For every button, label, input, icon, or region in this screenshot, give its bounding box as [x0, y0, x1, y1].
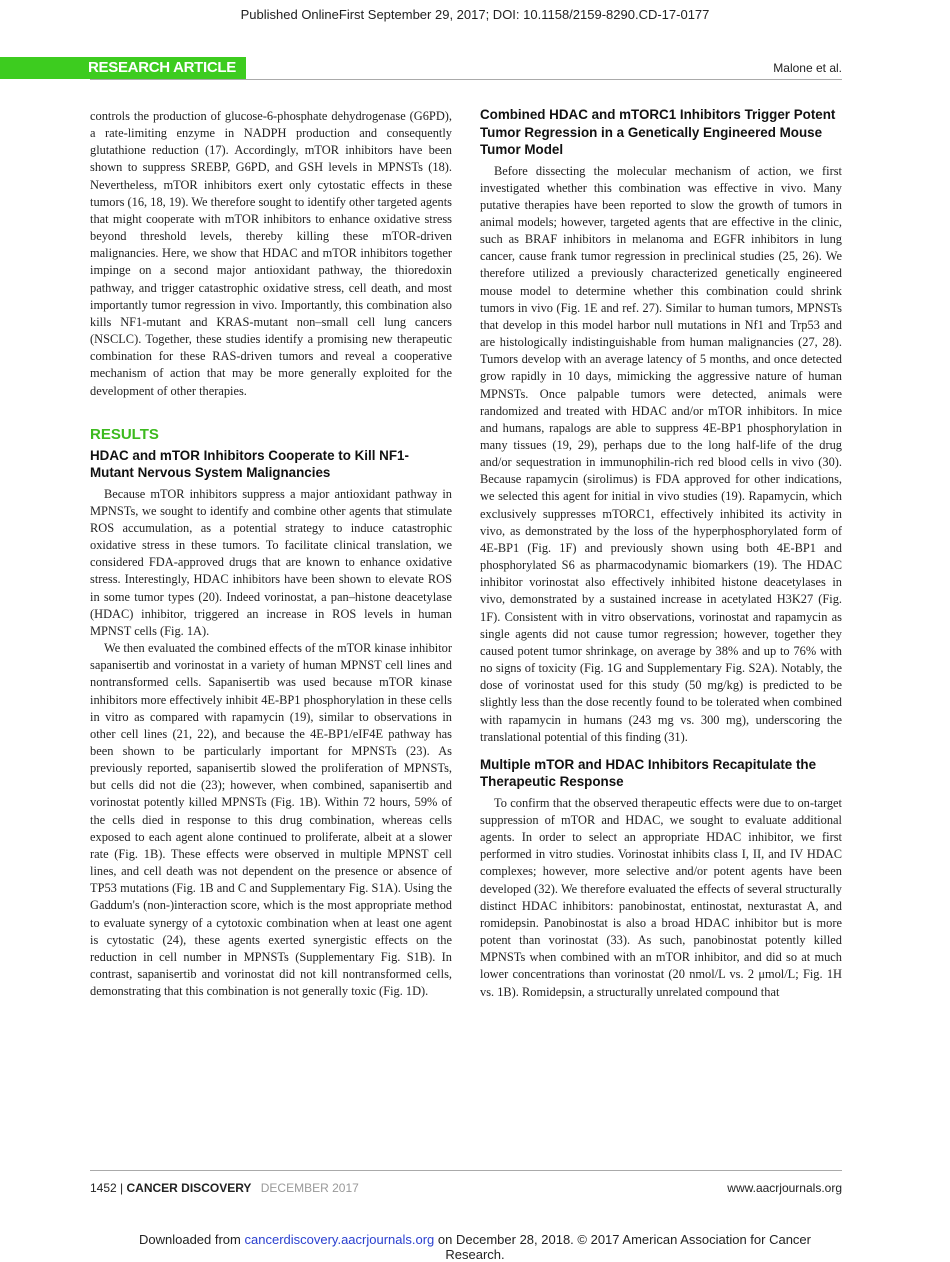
section-heading: RESULTS	[90, 425, 159, 443]
paragraph: To confirm that the observed therapeutic effects were due to on-target suppression of mTOR and HDAC, we sought to evaluate additional agents. In order to select an appropriate HDAC inhibitor, we first performed in vitro studies. Vorinostat inhibits class I, II, and IV HDAC complexes; however, more selective and/or potent agents have been developed (32). We therefore evaluated the effects of several structurally distinct HDAC inhibitors: panobinostat, entinostat, nexturastat A, and romidepsin. Panobinostat is also a broad HDAC inhibitor but is more potent than vorinostat (33). As such, panobinostat potently killed MPNSTs when combined with an mTOR inhibitor, and did so at much lower concentrations than vorinostat (20 nmol/L vs. 2 μmol/L; Fig. 1H vs. 1B). Romidepsin, a structurally unrelated compound that	[480, 795, 842, 999]
right-column	[480, 106, 842, 1001]
issue-date: DECEMBER 2017	[260, 1181, 359, 1195]
paragraph: We then evaluated the combined effects of the mTOR kinase inhibitor sapanisertib and vorinostat in a variety of human MPNST cell lines and nontransformed cells. Sapanisertib was used because mTOR kinase inhibitors more effectively inhibit 4E-BP1 phosphorylation in these cells in vitro as compared with rapamycin (19), similar to observations in other cell lines (21, 22), and because the 4E-BP1/eIF4E pathway has been shown to be particularly important for MPNSTs (23). As previously reported, sapanisertib slowed the proliferation of MPNSTs, but cells did not die (23); however, when combined, sapanisertib and vorinostat potently killed MPNSTs (Fig. 1B). Within 72 hours, 59% of the cells died in response to this drug combination, whereas cells exposed to each agent alone continued to proliferate, albeit at a slower rate (Fig. 1B). These effects were observed in multiple MPNST cell lines, and cell death was not dependent on the presence or absence of TP53 mutations (Fig. 1B and C and Supplementary Fig. S1A). Using the Gaddum's (non-)interaction score, which is the most appropriate method to evaluate synergy of a cytotoxic combination when at least one agent is cytostatic (24), these agents exerted synergistic effects on the reduction in cell number in MPNSTs (Supplementary Fig. S1B). In contrast, sapanisertib and vorinostat did not kill nontransformed cells, demonstrating that this combination is not generally toxic (Fig. 1D).	[90, 641, 452, 999]
download-suffix: on December 28, 2018. © 2017 American Association for Cancer Research.	[437, 1232, 811, 1262]
header-rule	[90, 79, 842, 80]
section-band	[0, 57, 246, 79]
running-authors: Malone et al.	[773, 61, 842, 75]
subsection-heading: Combined HDAC and mTORC1 Inhibitors Trigger Potent Tumor Regression in a Genetically Engineered Mouse Tumor Model	[480, 107, 836, 157]
footer-separator: |	[120, 1181, 124, 1195]
paragraph: Before dissecting the molecular mechanism of action, we first investigated whether this combination was effective in vivo. Many putative therapies have been reported to slow the growth of tumors in animal models; however, targeted agents that are effective in the clinic, such as BRAF inhibitors in melanoma and EGFR inhibitors in lung cancer, cause frank tumor regression in preclinical studies (25, 26). We therefore utilized a previously characterized genetically engineered mouse model to determine whether this combination could shrink tumors in vivo (Fig. 1E and ref. 27). Similar to human tumors, MPNSTs that develop in this model harbor null mutations in Nf1 and Trp53 and are histologically indistinguishable from human malignancies (27, 28). Tumors develop with an average latency of 5 months, and once detected grow rapidly in 10 days, mimicking the aggressive nature of human MPNSTs. Once palpable tumors were detected, animals were randomized and treated with HDAC and/or mTOR inhibitors. In mice and humans, rapalogs are able to suppress 4E-BP1 phosphorylation in many tissues (19, 29), perhaps due to the long half-life of the drug and/or sequestration in immunophilin-rich red blood cells in vivo (30). Because rapamycin (sirolimus) is FDA approved for other indications, we selected this agent for initial in vivo studies (19). Rapamycin, which exclusively suppresses mTORC1, effectively inhibited its activity in vivo, as demonstrated by the loss of the hyperphosphorylated form of 4E-BP1 (Fig. 1F) and previously shown using both 4E-BP1 and phosphorylated S6 as pharmacodynamic biomarkers (19). The HDAC inhibitor vorinostat also effectively inhibited histone deacetylases in vivo, demonstrated by a sustained increase in acetylated H3K27 (Fig. 1F). Consistent with in vitro observations, vorinostat and rapamycin as single agents did not cause tumor regression; however, together they caused potent tumor shrinkage, on average by 38% and up to 76% with no signs of toxicity (Fig. 1G and Supplementary Fig. S2A). Notably, the dose of vorinostat used for this study (50 mg/kg) is predicted to be slightly less than the dose recently found to be tolerated when combined with rapamycin in humans (243 mg vs. 300 mg), underscoring the translational potential of this finding (31).	[480, 163, 842, 744]
page-number: 1452	[90, 1181, 117, 1195]
left-column	[90, 108, 452, 1000]
paragraph: Because mTOR inhibitors suppress a major antioxidant pathway in MPNSTs, we sought to identify and combine other agents that stimulate ROS accumulation, as a potential strategy to induce catastrophic oxidative stress in these tumors. To facilitate clinical translation, we considered FDA-approved drugs that are known to enhance oxidative stress. Interestingly, HDAC inhibitors have been shown to elevate ROS in some tumor types (20). Indeed vorinostat, a pan–histone deacetylase (HDAC) inhibitor, triggered an increase in ROS levels in human MPNST cells (Fig. 1A).	[90, 486, 452, 638]
subsection-heading: Multiple mTOR and HDAC Inhibitors Recapitulate the Therapeutic Response	[480, 756, 817, 790]
footer-left	[90, 1181, 359, 1195]
download-link[interactable]: cancerdiscovery.aacrjournals.org	[244, 1232, 435, 1247]
download-prefix: Downloaded from	[138, 1232, 241, 1247]
subsection-heading: HDAC and mTOR Inhibitors Cooperate to Kill NF1-Mutant Nervous System Malignancies	[90, 447, 409, 481]
published-line: Published OnlineFirst September 29, 2017; DOI: 10.1158/2159-8290.CD-17-0177	[240, 7, 710, 22]
paragraph: controls the production of glucose-6-phosphate dehydrogenase (G6PD), a rate-limiting enzyme in NADPH production and consequently glutathione reduction (17). Accordingly, mTOR inhibitors have been shown to suppress SREBP, G6PD, and GSH levels in MPNSTs (18). Nevertheless, mTOR inhibitors exert only cytostatic effects in these tumors (16, 18, 19). We therefore sought to identify other targeted agents that might cooperate with mTOR inhibitors to enhance oxidative stress beyond threshold levels, thereby killing these mTOR-driven malignancies. Here, we show that HDAC and mTOR inhibitors together impinge on a second major antioxidant pathway, the thioredoxin pathway, and trigger catastrophic oxidative stress, cell death, and most importantly tumor regression in vivo. Importantly, this combination also kills NF1-mutant and KRAS-mutant non–small cell lung cancers (NSCLC). Together, these studies identify a promising new therapeutic combination for these RAS-driven tumors and reveal a cooperative mechanism of action that may be more generally exploited for the development of other therapies.	[90, 109, 452, 398]
journal-name: CANCER DISCOVERY	[126, 1181, 252, 1195]
journal-url[interactable]: www.aacrjournals.org	[727, 1181, 842, 1195]
footer-rule	[90, 1170, 842, 1171]
section-label: RESEARCH ARTICLE	[88, 59, 236, 76]
download-notice	[120, 1232, 830, 1262]
